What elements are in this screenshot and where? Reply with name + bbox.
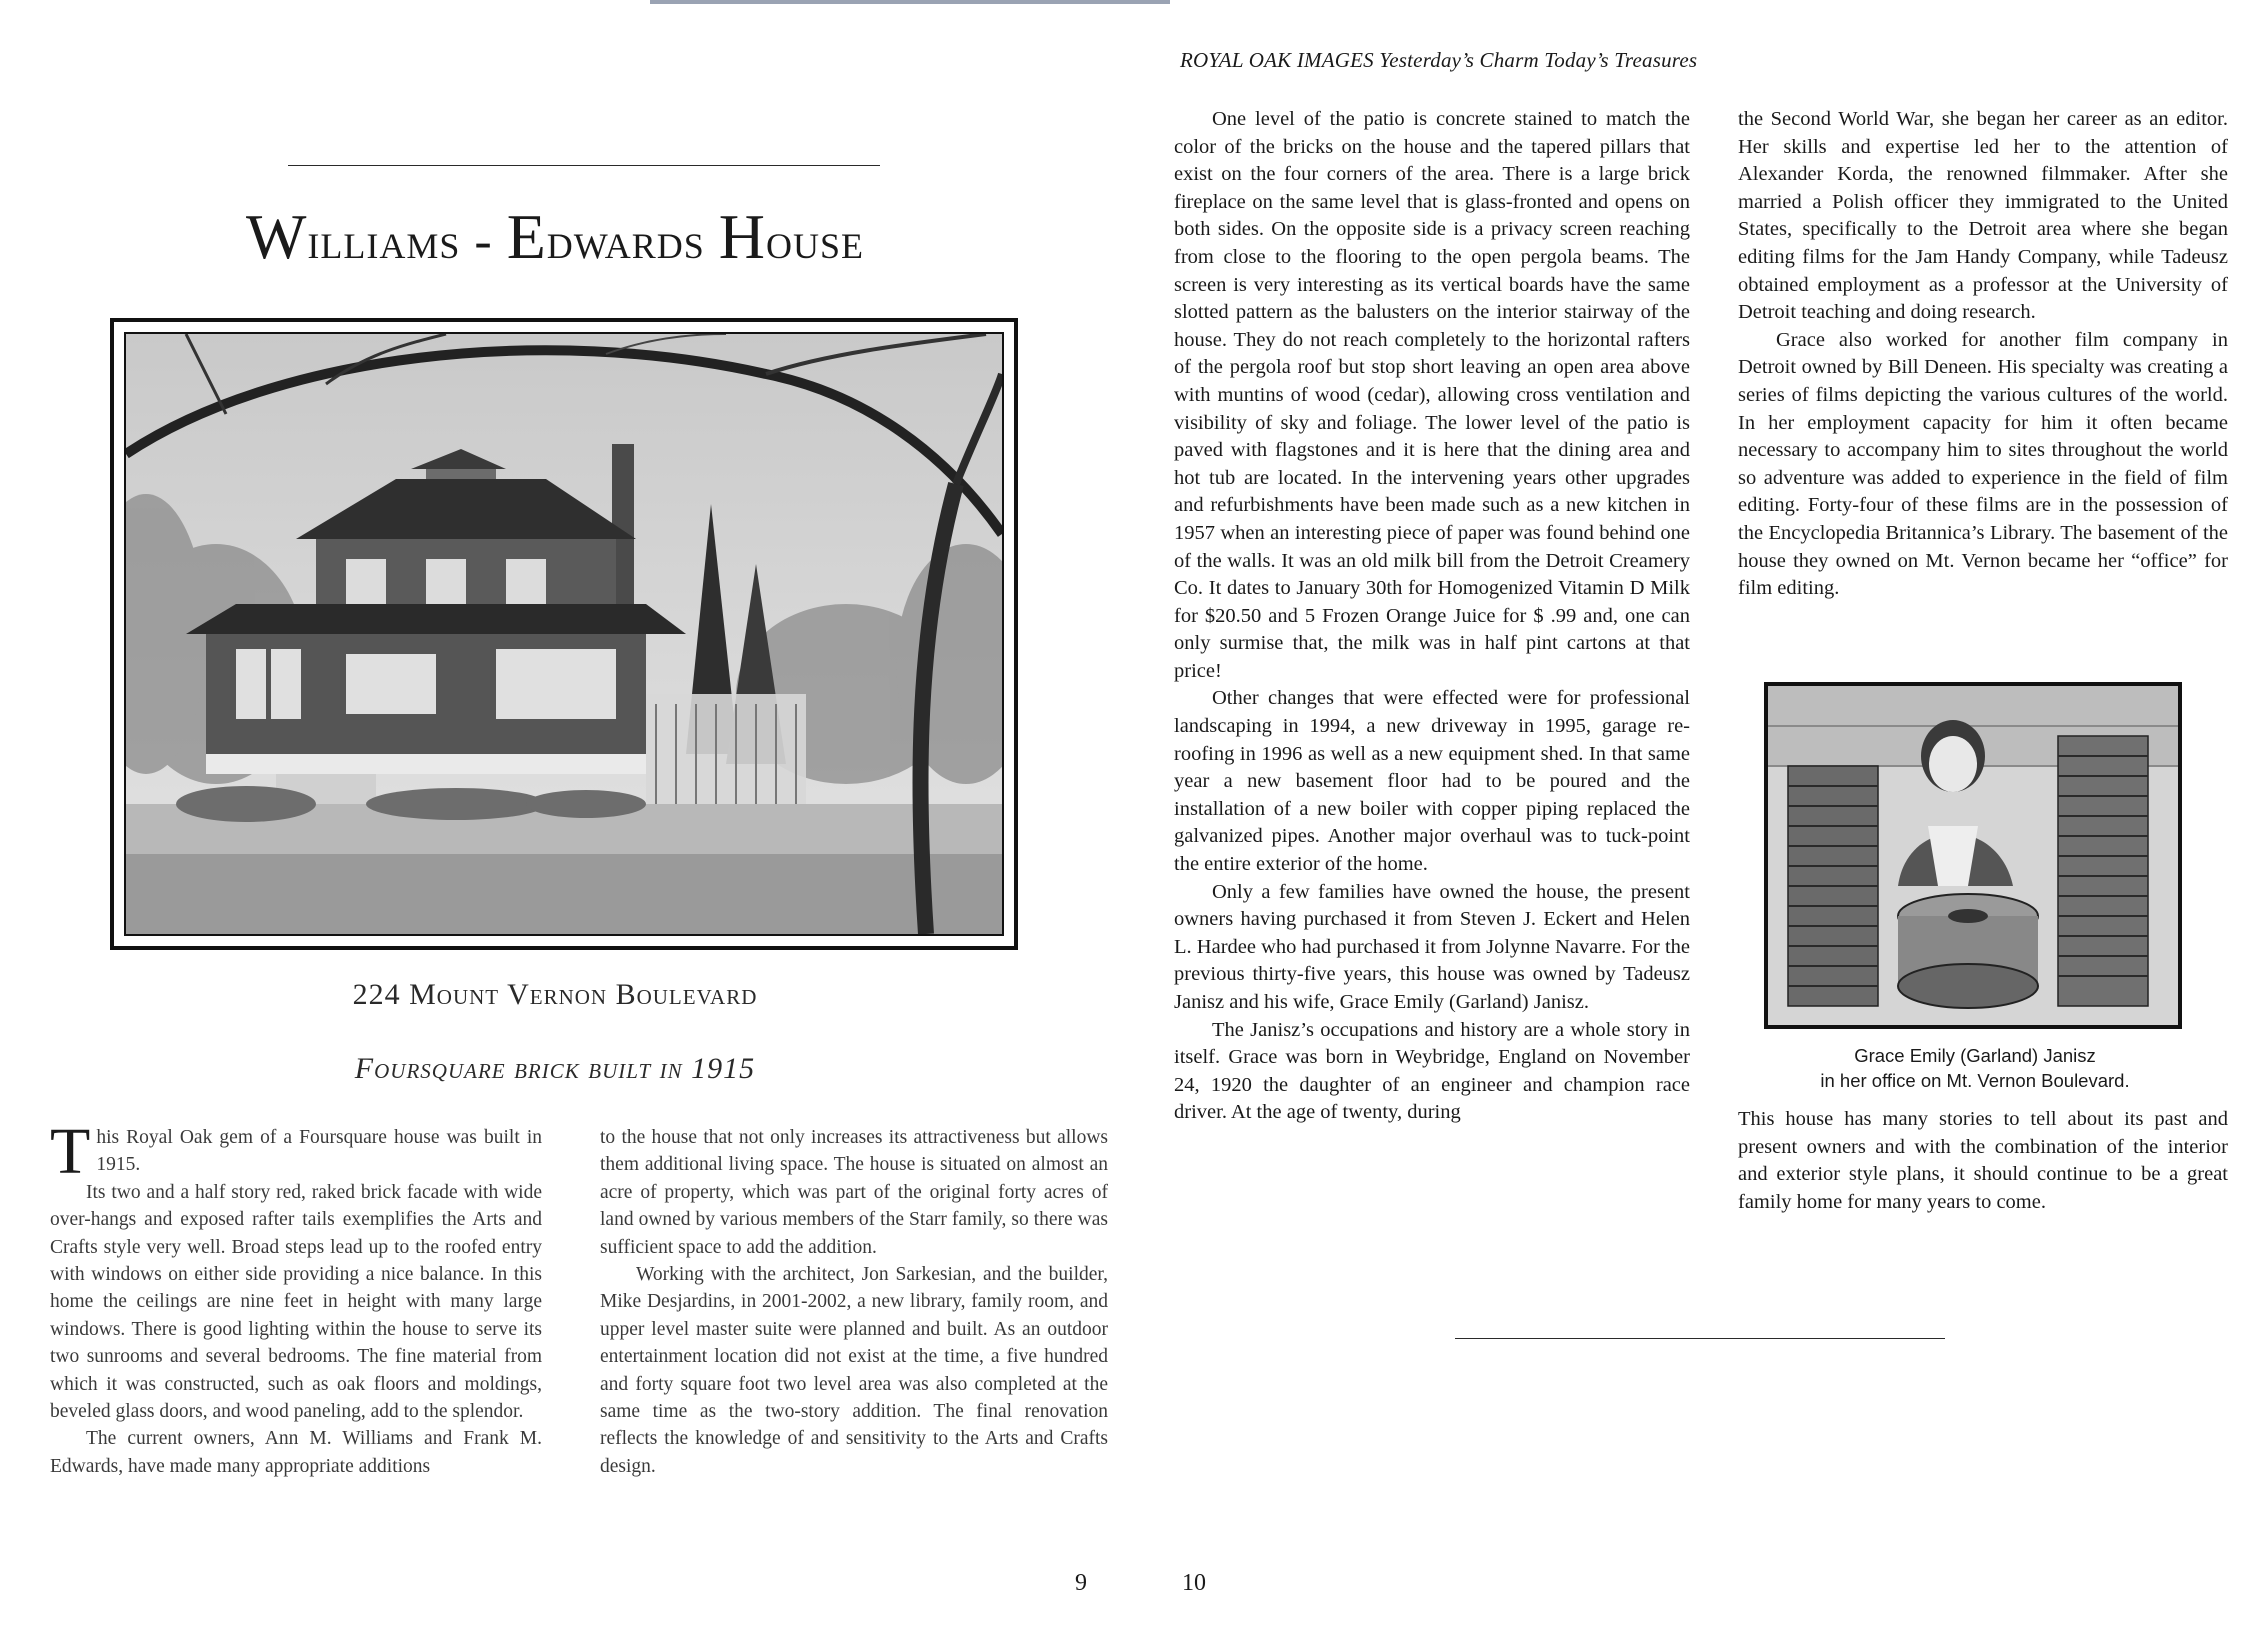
paragraph: Working with the architect, Jon Sarkesian, and the builder, Mike Desjardins, in 2001-2002, a new library, family room, and upper level master suite were planned and built. As an outdoor entertainment location did not exist at the time, a five hundred and forty square foot two level area was also completed at the same time as the two-story addition. The final renovation reflects the knowledge of and sensitivity to the Arts and Crafts design. bbox=[600, 1264, 1108, 1477]
paragraph: Its two and a half story red, raked brick facade with wide over-hangs and exposed rafter tails exemplifies the Arts and Crafts style very well. Broad steps lead up to the roofed entry with windows on either side providing a nice balance. In this home the ceilings are nine feet in height with many large windows. There is good lighting within the house to serve its two sunrooms and several bedrooms. The fine material from which it was constructed, such as oak floors and moldings, beveled glass doors, and wood paneling, add to the splendor. bbox=[50, 1181, 542, 1423]
paragraph: The current owners, Ann M. Williams and Frank M. Edwards, have made many appropriate additions bbox=[50, 1428, 542, 1477]
house-photo-image bbox=[126, 334, 1002, 934]
paragraph: Grace also worked for another film company in Detroit owned by Bill Deneen. His specialty was creating a series of films depicting the various cultures of the world. In her employment capacity for him it often became necessary to accompany him to sites throughout the world so adventure was added to experience in the field of film editing. Forty-four of these films are in the possession of the Encyclopedia Britannica’s Library. The basement of the house they owned on Mt. Vernon became her “office” for film editing. bbox=[1738, 328, 2228, 600]
title-top-rule bbox=[288, 165, 880, 166]
paragraph: This Royal Oak gem of a Foursquare house was built in 1915. bbox=[50, 1115, 542, 1188]
house-subtitle: Foursquare brick built in 1915 bbox=[354, 1052, 756, 1085]
grace-janisz-photo bbox=[1764, 682, 2182, 1029]
right-page bbox=[1130, 0, 2250, 1638]
running-header: ROYAL OAK IMAGES Yesterday’s Charm Today’s Treasures bbox=[1180, 48, 1698, 72]
right-column-2-closing bbox=[1738, 1106, 2228, 1216]
page-title: Williams - Edwards House bbox=[245, 201, 865, 272]
paragraph: The Janisz’s occupations and history are a whole story in itself. Grace was born in Weybridge, England on November 24, 1920 the daughter of an engineer and champion race driver. At the age of twenty, during bbox=[1174, 1018, 1690, 1124]
drop-cap: T bbox=[50, 1115, 91, 1188]
house-photo bbox=[110, 318, 1018, 950]
paragraph: This house has many stories to tell about its past and present owners and with the combination of the interior and exterior style plans, it should continue to be a great family home for many years to come. bbox=[1738, 1108, 2228, 1213]
right-column-1 bbox=[1174, 106, 1690, 1127]
left-column-2 bbox=[600, 1124, 1108, 1480]
photo-caption: Grace Emily (Garland) Janisz in her office on Mt. Vernon Boulevard. bbox=[1820, 1045, 2130, 1091]
left-column-1 bbox=[50, 1115, 542, 1480]
closing-rule bbox=[1455, 1338, 1945, 1339]
paragraph: the Second World War, she began her career as an editor. Her skills and expertise led her to the attention of Alexander Korda, the renowned filmmaker. After she married a Polish officer they immigrated to the United States, specifically to the Detroit area where she began editing films for the Jam Handy Company, while Tadeusz obtained employment as a professor at the University of Detroit teaching and doing research. bbox=[1738, 108, 2228, 324]
page-number-left: 9 bbox=[1075, 1570, 1087, 1596]
paragraph: Only a few families have owned the house, the present owners having purchased it from Steven J. Eckert and Helen L. Hardee who had purchased it from Jolynne Navarre. For the previous thirty-five years, this house was owned by Tadeusz Janisz and his wife, Grace Emily (Garland) Janisz. bbox=[1174, 880, 1690, 1013]
right-column-2 bbox=[1738, 106, 2228, 603]
paragraph: to the house that not only increases its attractiveness but allows them additional living space. The house is situated on almost an acre of property, which was part of the original forty acres of land owned by various members of the Starr family, so there was sufficient space to add the addition. bbox=[600, 1127, 1108, 1258]
grace-janisz-photo-image bbox=[1768, 686, 2178, 1025]
paragraph: Other changes that were effected were for professional landscaping in 1994, a new driveway in 1995, garage re-roofing in 1996 as well as a new equipment shed. In that same year a new basement floor had to be poured and the installation of a new boiler with copper piping replaced the galvanized pipes. Another major overhaul was to tuck-point the entire exterior of the home. bbox=[1174, 687, 1690, 876]
house-address: 224 Mount Vernon Boulevard bbox=[352, 978, 758, 1011]
paragraph: One level of the patio is concrete stained to match the color of the bricks on the house and the tapered pillars that exist on the four corners of the area. There is a large brick fireplace on the same level that is glass-fronted and opens on both sides. On the opposite side is a privacy screen reaching from close to the flooring to the open pergola beams. The screen is very interesting as its vertical boards have the same slotted pattern as the balusters on the interior stairway of the house. They do not reach completely to the horizontal rafters of the pergola roof but stop short leaving an open area above with muntins of wood (cedar), allowing cross ventilation and visibility of sky and foliage. The lower level of the patio is paved with flagstones and it is here that the dining area and hot tub are located. In the intervening years other upgrades and refurbishments have been made such as a new kitchen in 1957 when an interesting piece of paper was found behind one of the walls. It was an old milk bill from the Detroit Creamery Co. It dates to January 30th for Homogenized Vitamin D Milk for $20.50 and 5 Frozen Orange Juice for $ .99 and, one can only surmise that, the milk was in half pint cartons at that price! bbox=[1174, 108, 1690, 682]
page-number-right: 10 bbox=[1182, 1570, 1206, 1596]
